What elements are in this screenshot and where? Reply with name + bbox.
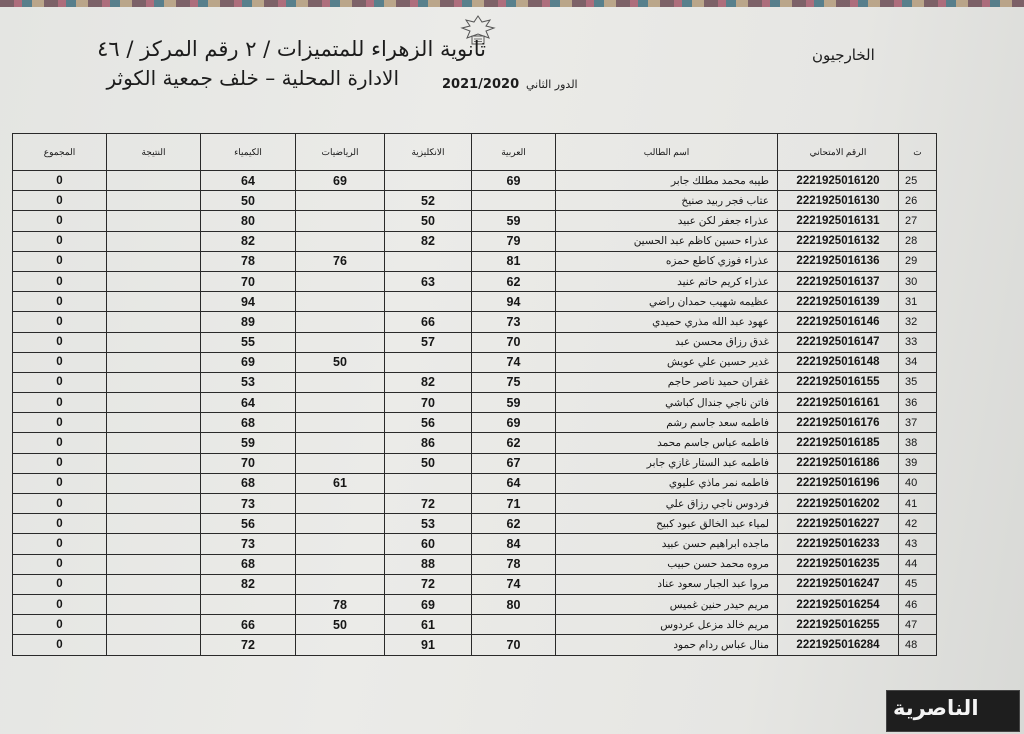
exam-number-cell: 2221925016185: [778, 433, 899, 453]
english-grade-cell: 50: [385, 453, 472, 473]
arabic-grade-cell: 67: [472, 453, 556, 473]
sequence-cell: 35: [899, 372, 937, 392]
sequence-cell: 39: [899, 453, 937, 473]
total-cell: 0: [13, 191, 107, 211]
math-grade-cell: 50: [296, 615, 385, 635]
col-header-exam-no: الرقم الامتحاني: [778, 134, 899, 171]
english-grade-cell: 66: [385, 312, 472, 332]
chemistry-grade-cell: 70: [201, 453, 296, 473]
total-cell: 0: [13, 635, 107, 655]
total-cell: 0: [13, 433, 107, 453]
table-row: [13, 372, 937, 392]
table-row: [13, 453, 937, 473]
table-row: [13, 473, 937, 493]
math-grade-cell: 76: [296, 251, 385, 271]
exam-number-cell: 2221925016254: [778, 594, 899, 614]
arabic-grade-cell: 81: [472, 251, 556, 271]
result-cell: [107, 372, 201, 392]
exam-number-cell: 2221925016255: [778, 615, 899, 635]
exam-number-cell: 2221925016130: [778, 191, 899, 211]
arabic-grade-cell: [472, 615, 556, 635]
math-grade-cell: [296, 453, 385, 473]
col-header-math: الرياضيات: [296, 134, 385, 171]
sequence-cell: 40: [899, 473, 937, 493]
total-cell: 0: [13, 413, 107, 433]
sequence-cell: 42: [899, 514, 937, 534]
result-cell: [107, 271, 201, 291]
math-grade-cell: [296, 574, 385, 594]
watermark-text: الناصرية: [893, 696, 979, 720]
total-cell: 0: [13, 514, 107, 534]
sequence-cell: 28: [899, 231, 937, 251]
result-cell: [107, 635, 201, 655]
student-name-cell: لمياء عبد الخالق عبود كبيح: [556, 514, 778, 534]
student-name-cell: عذراء حسين كاظم عبد الحسين: [556, 231, 778, 251]
exam-number-cell: 2221925016148: [778, 352, 899, 372]
student-name-cell: غفران حميد ناصر حاجم: [556, 372, 778, 392]
watermark-logo: [886, 690, 1020, 732]
exam-number-cell: 2221925016247: [778, 574, 899, 594]
math-grade-cell: [296, 271, 385, 291]
student-name-cell: عتاب فجر ربيد صنيخ: [556, 191, 778, 211]
exam-number-cell: 2221925016176: [778, 413, 899, 433]
total-cell: 0: [13, 332, 107, 352]
total-cell: 0: [13, 393, 107, 413]
chemistry-grade-cell: 68: [201, 413, 296, 433]
table-row: [13, 332, 937, 352]
english-grade-cell: [385, 352, 472, 372]
arabic-grade-cell: 71: [472, 494, 556, 514]
student-name-cell: مريم حيدر حنين غميس: [556, 594, 778, 614]
table-row: [13, 292, 937, 312]
english-grade-cell: [385, 292, 472, 312]
chemistry-grade-cell: 72: [201, 635, 296, 655]
total-cell: 0: [13, 231, 107, 251]
sequence-cell: 26: [899, 191, 937, 211]
total-cell: 0: [13, 574, 107, 594]
result-cell: [107, 514, 201, 534]
sequence-cell: 34: [899, 352, 937, 372]
student-name-cell: فاطمه عباس جاسم محمد: [556, 433, 778, 453]
total-cell: 0: [13, 494, 107, 514]
chemistry-grade-cell: 68: [201, 473, 296, 493]
result-cell: [107, 473, 201, 493]
total-cell: 0: [13, 594, 107, 614]
result-cell: [107, 413, 201, 433]
table-row: [13, 594, 937, 614]
result-cell: [107, 574, 201, 594]
student-name-cell: عهود عبد الله مذري حميدي: [556, 312, 778, 332]
sequence-cell: 48: [899, 635, 937, 655]
table-row: [13, 554, 937, 574]
table-header-row: [13, 134, 937, 171]
english-grade-cell: 82: [385, 231, 472, 251]
category-label: الخارجيون: [812, 46, 875, 64]
table-row: [13, 191, 937, 211]
exam-number-cell: 2221925016284: [778, 635, 899, 655]
table-row: [13, 393, 937, 413]
result-cell: [107, 615, 201, 635]
english-grade-cell: [385, 171, 472, 191]
chemistry-grade-cell: [201, 594, 296, 614]
chemistry-grade-cell: 68: [201, 554, 296, 574]
chemistry-grade-cell: 94: [201, 292, 296, 312]
arabic-grade-cell: 70: [472, 635, 556, 655]
academic-year: 2021/2020: [442, 77, 520, 92]
table-row: [13, 615, 937, 635]
math-grade-cell: [296, 372, 385, 392]
arabic-grade-cell: 94: [472, 292, 556, 312]
table-row: [13, 574, 937, 594]
col-header-english: الانكليزية: [385, 134, 472, 171]
exam-number-cell: 2221925016235: [778, 554, 899, 574]
student-name-cell: ماجده ابراهيم حسن عبيد: [556, 534, 778, 554]
school-title: ثانوية الزهراء للمتميزات / ٢ رقم المركز / ٤٦: [97, 37, 486, 61]
table-row: [13, 251, 937, 271]
english-grade-cell: 69: [385, 594, 472, 614]
col-header-total: المجموع: [13, 134, 107, 171]
arabic-grade-cell: 70: [472, 332, 556, 352]
total-cell: 0: [13, 554, 107, 574]
sequence-cell: 47: [899, 615, 937, 635]
sequence-cell: 37: [899, 413, 937, 433]
math-grade-cell: [296, 211, 385, 231]
total-cell: 0: [13, 453, 107, 473]
result-cell: [107, 433, 201, 453]
student-name-cell: فاتن ناجي جندال كباشي: [556, 393, 778, 413]
exam-number-cell: 2221925016139: [778, 292, 899, 312]
arabic-grade-cell: 79: [472, 231, 556, 251]
table-row: [13, 271, 937, 291]
table-row: [13, 231, 937, 251]
result-cell: [107, 332, 201, 352]
results-table: [12, 133, 937, 656]
student-name-cell: مريم خالد مزعل عردوس: [556, 615, 778, 635]
math-grade-cell: [296, 534, 385, 554]
student-name-cell: عظيمه شهيب حمدان راضي: [556, 292, 778, 312]
sequence-cell: 43: [899, 534, 937, 554]
col-header-seq: ت: [899, 134, 937, 171]
math-grade-cell: [296, 554, 385, 574]
student-name-cell: مروا عبد الجبار سعود عناد: [556, 574, 778, 594]
table-row: [13, 352, 937, 372]
arabic-grade-cell: 75: [472, 372, 556, 392]
chemistry-grade-cell: 82: [201, 231, 296, 251]
student-name-cell: فاطمه نمر ماذي عليوي: [556, 473, 778, 493]
total-cell: 0: [13, 211, 107, 231]
english-grade-cell: 70: [385, 393, 472, 413]
english-grade-cell: 72: [385, 494, 472, 514]
math-grade-cell: [296, 514, 385, 534]
total-cell: 0: [13, 312, 107, 332]
total-cell: 0: [13, 292, 107, 312]
chemistry-grade-cell: 82: [201, 574, 296, 594]
math-grade-cell: [296, 312, 385, 332]
english-grade-cell: 57: [385, 332, 472, 352]
chemistry-grade-cell: 69: [201, 352, 296, 372]
english-grade-cell: 52: [385, 191, 472, 211]
arabic-grade-cell: 64: [472, 473, 556, 493]
math-grade-cell: [296, 494, 385, 514]
exam-number-cell: 2221925016147: [778, 332, 899, 352]
table-row: [13, 171, 937, 191]
student-name-cell: فردوس ناجي رزاق علي: [556, 494, 778, 514]
result-cell: [107, 251, 201, 271]
chemistry-grade-cell: 55: [201, 332, 296, 352]
chemistry-grade-cell: 70: [201, 271, 296, 291]
exam-number-cell: 2221925016120: [778, 171, 899, 191]
chemistry-grade-cell: 89: [201, 312, 296, 332]
sequence-cell: 25: [899, 171, 937, 191]
result-cell: [107, 292, 201, 312]
table-row: [13, 534, 937, 554]
english-grade-cell: [385, 473, 472, 493]
arabic-grade-cell: 78: [472, 554, 556, 574]
english-grade-cell: 86: [385, 433, 472, 453]
result-cell: [107, 594, 201, 614]
chemistry-grade-cell: 80: [201, 211, 296, 231]
math-grade-cell: [296, 635, 385, 655]
sequence-cell: 36: [899, 393, 937, 413]
chemistry-grade-cell: 73: [201, 534, 296, 554]
chemistry-grade-cell: 78: [201, 251, 296, 271]
english-grade-cell: 61: [385, 615, 472, 635]
result-cell: [107, 211, 201, 231]
student-name-cell: منال عباس ردام حمود: [556, 635, 778, 655]
exam-number-cell: 2221925016186: [778, 453, 899, 473]
math-grade-cell: 61: [296, 473, 385, 493]
math-grade-cell: [296, 292, 385, 312]
chemistry-grade-cell: 64: [201, 393, 296, 413]
sequence-cell: 32: [899, 312, 937, 332]
exam-number-cell: 2221925016196: [778, 473, 899, 493]
math-grade-cell: [296, 413, 385, 433]
sequence-cell: 27: [899, 211, 937, 231]
chemistry-grade-cell: 50: [201, 191, 296, 211]
exam-number-cell: 2221925016155: [778, 372, 899, 392]
sequence-cell: 33: [899, 332, 937, 352]
col-header-arabic: العربية: [472, 134, 556, 171]
student-name-cell: غدق رزاق محسن عبد: [556, 332, 778, 352]
arabic-grade-cell: 59: [472, 211, 556, 231]
sequence-cell: 45: [899, 574, 937, 594]
result-cell: [107, 554, 201, 574]
math-grade-cell: [296, 433, 385, 453]
table-row: [13, 312, 937, 332]
result-cell: [107, 352, 201, 372]
english-grade-cell: 72: [385, 574, 472, 594]
exam-number-cell: 2221925016161: [778, 393, 899, 413]
student-name-cell: طيبه محمد مطلك جابر: [556, 171, 778, 191]
chemistry-grade-cell: 53: [201, 372, 296, 392]
english-grade-cell: 91: [385, 635, 472, 655]
english-grade-cell: 56: [385, 413, 472, 433]
result-cell: [107, 231, 201, 251]
chemistry-grade-cell: 66: [201, 615, 296, 635]
result-cell: [107, 191, 201, 211]
arabic-grade-cell: 74: [472, 574, 556, 594]
student-name-cell: فاطمه عبد الستار غازي جابر: [556, 453, 778, 473]
col-header-name: اسم الطالب: [556, 134, 778, 171]
arabic-grade-cell: 62: [472, 433, 556, 453]
exam-number-cell: 2221925016136: [778, 251, 899, 271]
table-row: [13, 635, 937, 655]
result-cell: [107, 534, 201, 554]
english-grade-cell: 88: [385, 554, 472, 574]
exam-number-cell: 2221925016202: [778, 494, 899, 514]
student-name-cell: مروه محمد حسن حبيب: [556, 554, 778, 574]
result-cell: [107, 171, 201, 191]
student-name-cell: غدير حسين علي عويش: [556, 352, 778, 372]
chemistry-grade-cell: 56: [201, 514, 296, 534]
chemistry-grade-cell: 59: [201, 433, 296, 453]
result-cell: [107, 494, 201, 514]
col-header-result: النتيجة: [107, 134, 201, 171]
result-cell: [107, 312, 201, 332]
math-grade-cell: 50: [296, 352, 385, 372]
arabic-grade-cell: 59: [472, 393, 556, 413]
table-row: [13, 494, 937, 514]
math-grade-cell: 78: [296, 594, 385, 614]
math-grade-cell: [296, 393, 385, 413]
total-cell: 0: [13, 615, 107, 635]
math-grade-cell: [296, 231, 385, 251]
exam-number-cell: 2221925016131: [778, 211, 899, 231]
english-grade-cell: 53: [385, 514, 472, 534]
sequence-cell: 41: [899, 494, 937, 514]
table-row: [13, 514, 937, 534]
chemistry-grade-cell: 64: [201, 171, 296, 191]
chemistry-grade-cell: 73: [201, 494, 296, 514]
exam-number-cell: 2221925016146: [778, 312, 899, 332]
total-cell: 0: [13, 473, 107, 493]
result-cell: [107, 393, 201, 413]
exam-number-cell: 2221925016132: [778, 231, 899, 251]
table-row: [13, 433, 937, 453]
table-row: [13, 211, 937, 231]
arabic-grade-cell: 84: [472, 534, 556, 554]
student-name-cell: عذراء جعفر لكن عبيد: [556, 211, 778, 231]
arabic-grade-cell: 62: [472, 514, 556, 534]
total-cell: 0: [13, 352, 107, 372]
arabic-grade-cell: 69: [472, 171, 556, 191]
sequence-cell: 29: [899, 251, 937, 271]
sequence-cell: 44: [899, 554, 937, 574]
total-cell: 0: [13, 271, 107, 291]
english-grade-cell: 82: [385, 372, 472, 392]
result-cell: [107, 453, 201, 473]
english-grade-cell: 50: [385, 211, 472, 231]
student-name-cell: عذراء كريم حاتم عنيد: [556, 271, 778, 291]
sequence-cell: 30: [899, 271, 937, 291]
math-grade-cell: [296, 191, 385, 211]
student-name-cell: فاطمه سعد جاسم رشم: [556, 413, 778, 433]
round-label: الدور الثاني: [526, 78, 578, 91]
total-cell: 0: [13, 171, 107, 191]
arabic-grade-cell: 73: [472, 312, 556, 332]
english-grade-cell: 60: [385, 534, 472, 554]
total-cell: 0: [13, 372, 107, 392]
sequence-cell: 38: [899, 433, 937, 453]
english-grade-cell: 63: [385, 271, 472, 291]
arabic-grade-cell: 80: [472, 594, 556, 614]
sequence-cell: 31: [899, 292, 937, 312]
arabic-grade-cell: 74: [472, 352, 556, 372]
english-grade-cell: [385, 251, 472, 271]
sequence-cell: 46: [899, 594, 937, 614]
total-cell: 0: [13, 251, 107, 271]
exam-number-cell: 2221925016137: [778, 271, 899, 291]
math-grade-cell: 69: [296, 171, 385, 191]
arabic-grade-cell: 62: [472, 271, 556, 291]
student-name-cell: عذراء فوزي كاطع حمزه: [556, 251, 778, 271]
arabic-grade-cell: [472, 191, 556, 211]
total-cell: 0: [13, 534, 107, 554]
math-grade-cell: [296, 332, 385, 352]
exam-number-cell: 2221925016227: [778, 514, 899, 534]
col-header-chemistry: الكيمياء: [201, 134, 296, 171]
school-address: الادارة المحلية – خلف جمعية الكوثر: [106, 66, 399, 90]
exam-number-cell: 2221925016233: [778, 534, 899, 554]
table-row: [13, 413, 937, 433]
arabic-grade-cell: 69: [472, 413, 556, 433]
photo-top-edge: [0, 0, 1024, 7]
